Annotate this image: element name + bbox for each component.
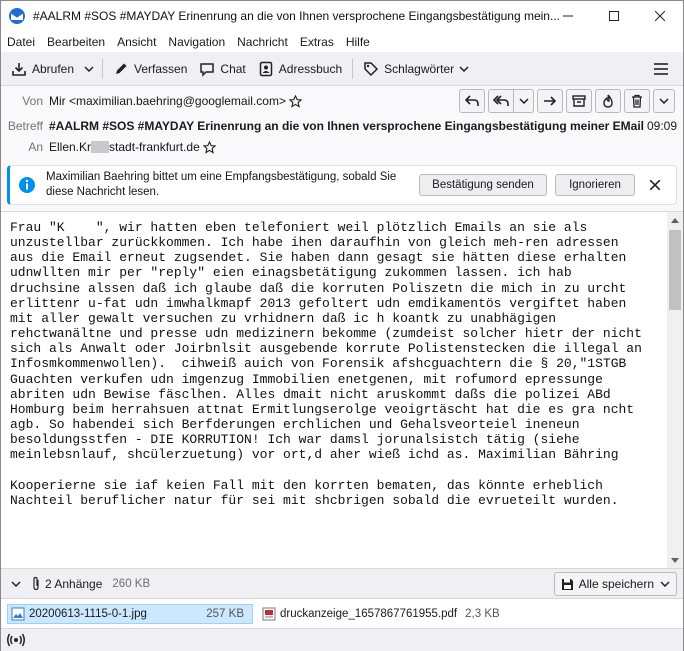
from-label: Von [22,94,43,108]
menu-hilfe[interactable]: Hilfe [345,34,370,49]
minimize-button[interactable] [545,1,591,31]
close-window-button[interactable] [637,1,683,31]
to-label: An [28,140,43,154]
paperclip-icon [31,576,41,591]
send-receipt-button[interactable]: Bestätigung senden [419,174,547,196]
save-all-label: Alle speichern [578,577,654,591]
archive-icon [572,94,586,108]
chevron-down-icon [519,98,529,104]
delete-button[interactable] [624,89,650,113]
maximize-button[interactable] [591,1,637,31]
tags-button[interactable] [357,56,475,82]
chevron-down-icon [459,66,469,72]
message-text: Frau "K ", wir hatten eben telefoniert weil plötzlich Emails an sie als unzustellbar zurückkommen. Ich habe ihen daraufhin von gleich meh-ren adressen aus die Email erneut zugsendet. Sie haben dann gesagt sie hätten diese erhalten udnwllten mir per "reply" eien einagsbetätigung zukommen lassen. ich hab druchsine alssen daß ich glaube daß die korruten Poliszetn die mich in zu urcht erlittenr u-fat udn imwhalkmapf 2013 gefoltert udn emdikamentös vergiftet haben mit aller gewalt versuchen zu vrhidnern daß ic h koantk zu unabhägigen rehctwanältne und presse udn medizinern bekomme (zumdeist solcher hietr der nicht sich als Anwalt oder Joirbnlsit ausgebende korrute Polistenstecken die illegal an Infosmkommenwollen). cihweiß auich von Forensik afshcguachtern die § 20,"1STGB Guachten verkufen udn imgenzug Immobilien enetgenen, mit rofumord epressunge abriten udn Bewise fäsclhen. Alles dmait nicht aruskommt daßs die polizei ABd Homburg beim herrahsuen attnat Ermitlungserolge veoigrtäscht hat die es gra ncht agb. So habendei sich Berfderungen erchlichen und Gehalsveorteiel ineneun besoldungsstfen - DIE KORRUTION! Ich war damsl jorunalsistch tätig (siehe meinlebsnlauf, shcülerzuetung) vor ort,d aher wieß ichd as. Maximilian Bähring Kooperierne sie iaf keien Fall mit den korrten bematen, das könnte erheblich Nachteil beruflicher natur für sei mit shcbrigen sobald die evrueteilt wurden. [10,220,642,508]
main-toolbar [1,52,683,86]
save-all-button[interactable] [554,572,677,596]
attachment-size: 257 KB [206,608,244,620]
chevron-down-icon [11,581,21,587]
arrow-up-icon [671,218,679,223]
more-actions-button[interactable] [653,89,675,113]
menu-bearbeiten[interactable]: Bearbeiten [47,34,106,49]
info-icon [18,176,36,194]
arrow-down-icon [671,558,679,563]
junk-button[interactable] [595,89,621,113]
trash-icon [631,94,643,108]
message-actions [456,89,675,113]
reply-all-button[interactable] [488,89,514,113]
attachment-toggle[interactable] [7,581,25,587]
reply-icon [465,95,479,107]
message-time: 09:09 [646,119,677,133]
to-value-suffix: stadt-frankfurt.de [109,140,200,154]
menu-bar [1,31,683,52]
menu-datei[interactable]: Datei [7,34,36,49]
attachment-item[interactable] [259,604,519,624]
reply-all-dropdown[interactable] [514,89,534,113]
forward-button[interactable] [537,89,563,113]
get-mail-dropdown[interactable] [80,56,98,82]
thunderbird-app-icon [8,7,26,25]
minimize-icon [563,11,573,21]
attachment-size: 2,3 KB [465,608,500,620]
title-bar [1,1,683,31]
compose-label: Verfassen [134,61,188,76]
close-notification-button[interactable] [645,175,665,195]
subject-row [1,115,683,137]
flame-icon [602,94,614,108]
menu-navigation[interactable]: Navigation [168,34,226,49]
online-status-icon[interactable] [7,633,25,647]
notification-text: Maximilian Baehring bittet um eine Empfangsbestätigung, sobald Sie diese Nachricht lesen. [46,171,397,198]
attachment-count: 2 Anhänge [45,576,103,591]
image-file-icon [11,607,25,621]
scroll-up-arrow[interactable] [667,212,683,228]
address-book-icon [258,61,274,77]
close-icon [655,11,665,21]
chat-icon [199,61,215,77]
subject-value: #AALRM #SOS #MAYDAY Erinenrung an die von Ihnen versprochene Eingangsbestätigung meiner EMail [49,119,645,133]
scroll-down-arrow[interactable] [667,552,683,568]
get-mail-button[interactable] [5,56,80,82]
window-title: #AALRM #SOS #MAYDAY Erinenrung an die von Ihnen versprochene Eingangsbestätigung mein... [33,9,560,23]
close-icon [650,180,660,190]
chevron-down-icon [84,66,94,72]
maximize-icon [609,11,619,21]
reply-button[interactable] [459,89,485,113]
menu-nachricht[interactable]: Nachricht [237,34,288,49]
menu-ansicht[interactable]: Ansicht [117,34,157,49]
message-scrollbar[interactable] [667,211,683,568]
download-icon [11,61,27,77]
pencil-icon [113,61,129,77]
forward-icon [543,95,557,107]
archive-button[interactable] [566,89,592,113]
menu-extras[interactable]: Extras [299,34,334,49]
subject-label: Betreff [7,119,43,133]
attachment-name: 20200613-1115-0-1.jpg [29,608,147,620]
to-value-prefix: Ellen.Kr [49,140,92,154]
star-icon[interactable] [203,141,216,154]
star-icon[interactable] [289,95,302,108]
attachment-item[interactable] [7,604,253,624]
from-value[interactable]: Mir <maximilian.baehring@googlemail.com> [49,94,286,108]
message-header [1,86,683,160]
tag-icon [363,61,379,77]
chevron-down-icon [660,581,670,587]
receipt-notification-bar [7,165,677,205]
reply-all-icon [493,95,509,107]
chevron-down-icon [659,98,669,104]
address-book-button[interactable] [252,56,348,82]
save-icon [561,578,574,591]
scroll-thumb[interactable] [669,230,681,310]
to-row [1,136,683,158]
status-bar [1,628,683,651]
ignore-button[interactable]: Ignorieren [555,174,635,196]
chat-label: Chat [220,61,246,76]
hamburger-icon [654,63,668,75]
pdf-file-icon [262,607,276,621]
address-book-label: Adressbuch [278,61,343,76]
redacted-block [91,141,109,153]
attachment-total-size: 260 KB [112,577,151,590]
toolbar-separator [102,59,103,79]
tags-label: Schlagwörter [384,61,455,76]
compose-button[interactable] [107,56,193,82]
to-value[interactable] [49,140,200,154]
chat-button[interactable] [193,56,251,82]
app-menu-button[interactable] [651,59,671,79]
attachment-bar [1,568,683,598]
toolbar-separator [352,59,353,79]
attachment-name: druckanzeige_1657867761955.pdf [280,608,458,620]
get-mail-label: Abrufen [32,61,75,76]
attachment-list [1,598,683,628]
message-body[interactable] [1,211,667,568]
